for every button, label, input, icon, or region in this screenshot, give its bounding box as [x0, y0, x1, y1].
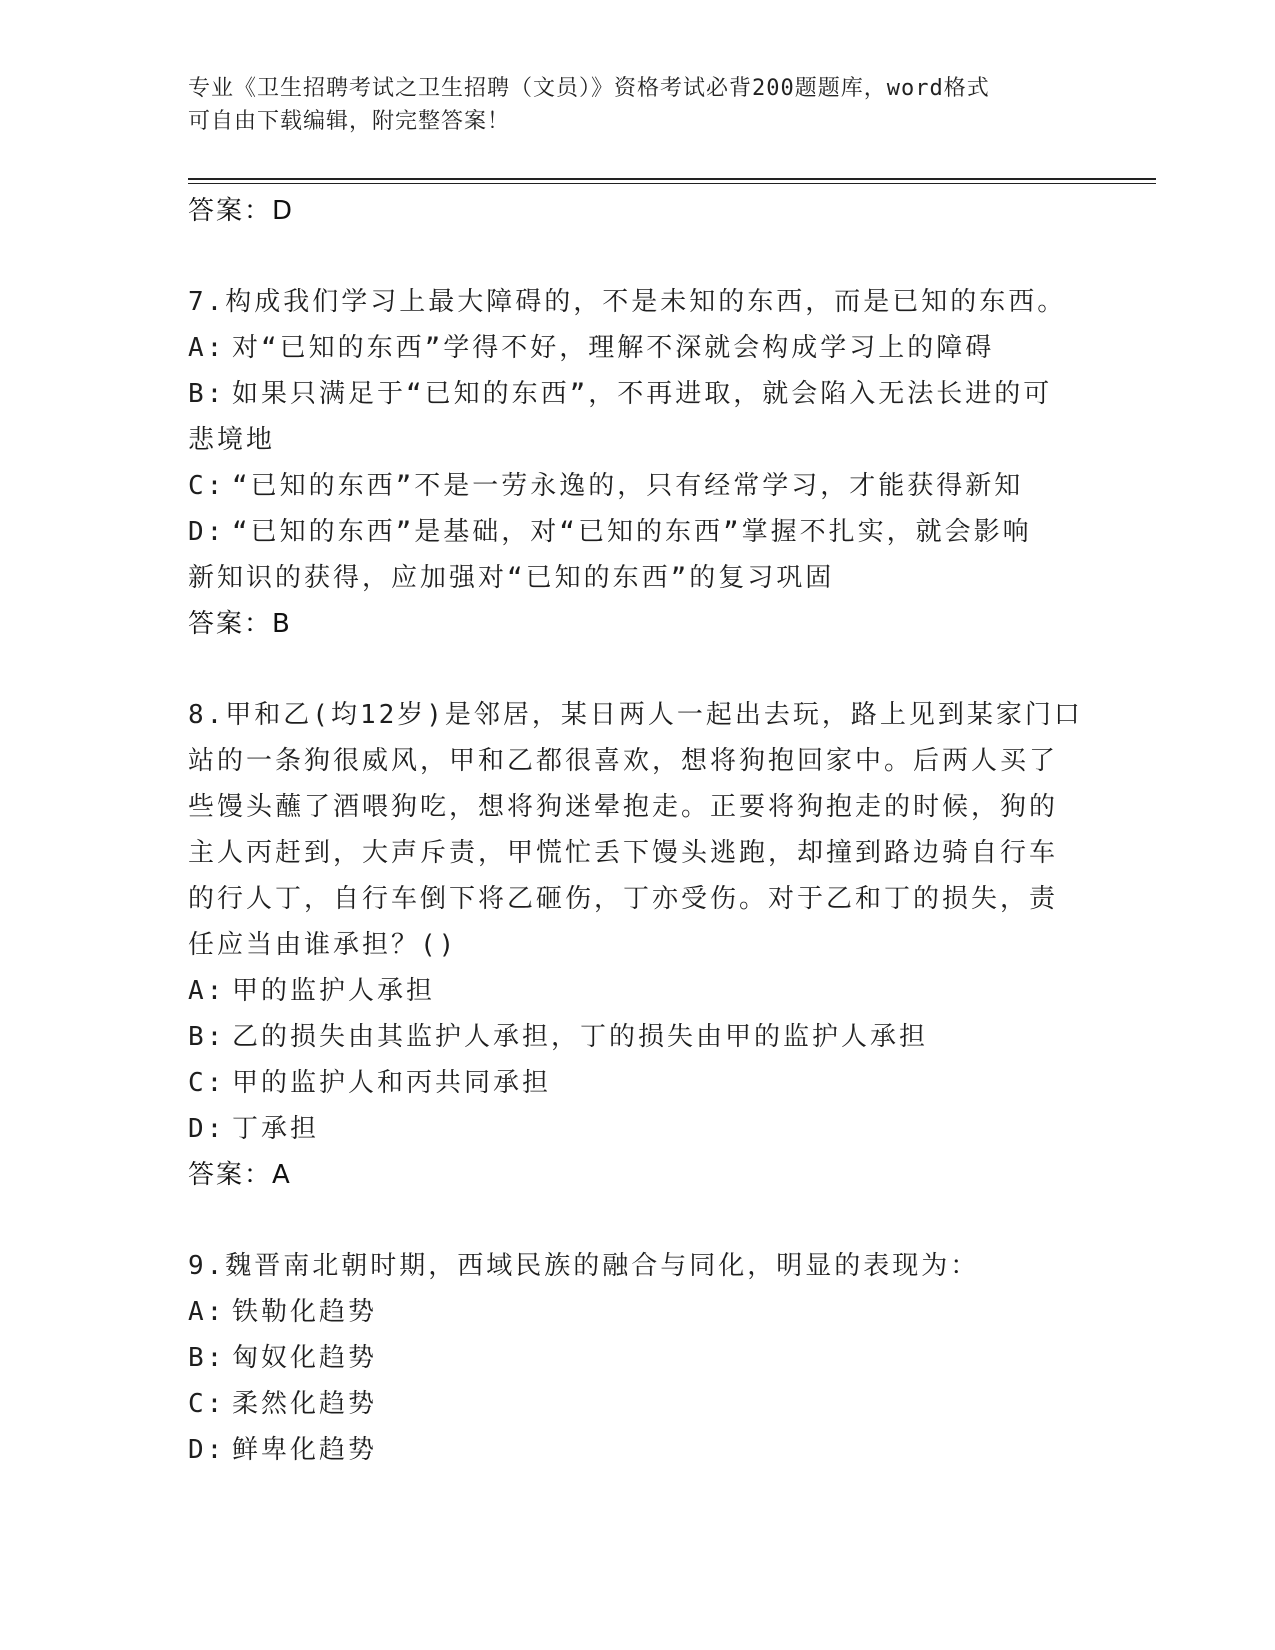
answer-label: 答案：A — [188, 1160, 292, 1190]
option-d — [188, 1427, 1088, 1473]
option-b — [188, 371, 1088, 417]
header-divider-thin — [188, 183, 1156, 184]
option-key: C: — [188, 471, 226, 501]
option-d-continuation: 新知识的获得，应加强对“已知的东西”的复习巩固 — [188, 563, 835, 593]
option-key: A: — [188, 976, 226, 1006]
option-key: C: — [188, 1389, 226, 1419]
header-divider-thick — [188, 178, 1156, 180]
page-header — [188, 72, 1088, 138]
option-text: “已知的东西”是基础，对“已知的东西”掌握不扎实，就会影响 — [232, 517, 1032, 547]
option-b — [188, 1014, 1088, 1060]
question-7 — [188, 279, 1088, 647]
option-key: B: — [188, 379, 226, 409]
option-c — [188, 1060, 1088, 1106]
option-key: B: — [188, 1343, 226, 1373]
option-a — [188, 968, 1088, 1014]
option-text: 甲的监护人承担 — [232, 976, 436, 1006]
option-b-continuation: 悲境地 — [188, 425, 276, 455]
option-text: 匈奴化趋势 — [232, 1343, 378, 1373]
option-key: A: — [188, 333, 226, 363]
question-stem: 的行人丁，自行车倒下将乙砸伤，丁亦受伤。对于乙和丁的损失，责 — [188, 884, 1059, 914]
option-d — [188, 1106, 1088, 1152]
option-text: “已知的东西”不是一劳永逸的，只有经常学习，才能获得新知 — [232, 471, 1024, 501]
question-stem: 主人丙赶到，大声斥责，甲慌忙丢下馒头逃跑，却撞到路边骑自行车 — [188, 838, 1059, 868]
option-d — [188, 509, 1088, 555]
question-stem: 8.甲和乙(均12岁)是邻居，某日两人一起出去玩，路上见到某家门口 — [188, 700, 1083, 730]
question-stem: 些馒头蘸了酒喂狗吃，想将狗迷晕抱走。正要将狗抱走的时候，狗的 — [188, 792, 1059, 822]
option-key: D: — [188, 1435, 226, 1465]
option-key: D: — [188, 517, 226, 547]
option-a — [188, 1289, 1088, 1335]
answer-label: 答案：B — [188, 609, 292, 639]
question-8 — [188, 692, 1088, 1198]
header-line-1: 专业《卫生招聘考试之卫生招聘（文员）》资格考试必背200题题库，word格式 — [188, 76, 990, 101]
answer-label: 答案：D — [188, 196, 295, 226]
question-stem: 7.构成我们学习上最大障碍的，不是未知的东西，而是已知的东西。 — [188, 287, 1067, 317]
option-c — [188, 463, 1088, 509]
option-text: 如果只满足于“已知的东西”，不再进取，就会陷入无法长进的可 — [232, 379, 1053, 409]
option-key: B: — [188, 1022, 226, 1052]
option-c — [188, 1381, 1088, 1427]
option-text: 柔然化趋势 — [232, 1389, 378, 1419]
option-key: D: — [188, 1114, 226, 1144]
option-text: 对“已知的东西”学得不好，理解不深就会构成学习上的障碍 — [232, 333, 995, 363]
document-body — [188, 188, 1088, 1473]
option-key: A: — [188, 1297, 226, 1327]
option-text: 丁承担 — [232, 1114, 320, 1144]
option-text: 甲的监护人和丙共同承担 — [232, 1068, 552, 1098]
option-text: 鲜卑化趋势 — [232, 1435, 378, 1465]
option-b — [188, 1335, 1088, 1381]
question-stem: 站的一条狗很威风，甲和乙都很喜欢，想将狗抱回家中。后两人买了 — [188, 746, 1059, 776]
question-stem: 任应当由谁承担？() — [188, 930, 458, 960]
option-a — [188, 325, 1088, 371]
option-key: C: — [188, 1068, 226, 1098]
option-text: 铁勒化趋势 — [232, 1297, 378, 1327]
option-text: 乙的损失由其监护人承担，丁的损失由甲的监护人承担 — [232, 1022, 929, 1052]
question-stem: 9.魏晋南北朝时期，西域民族的融合与同化，明显的表现为： — [188, 1251, 980, 1281]
header-line-2: 可自由下载编辑，附完整答案！ — [188, 109, 511, 134]
question-9 — [188, 1243, 1088, 1473]
